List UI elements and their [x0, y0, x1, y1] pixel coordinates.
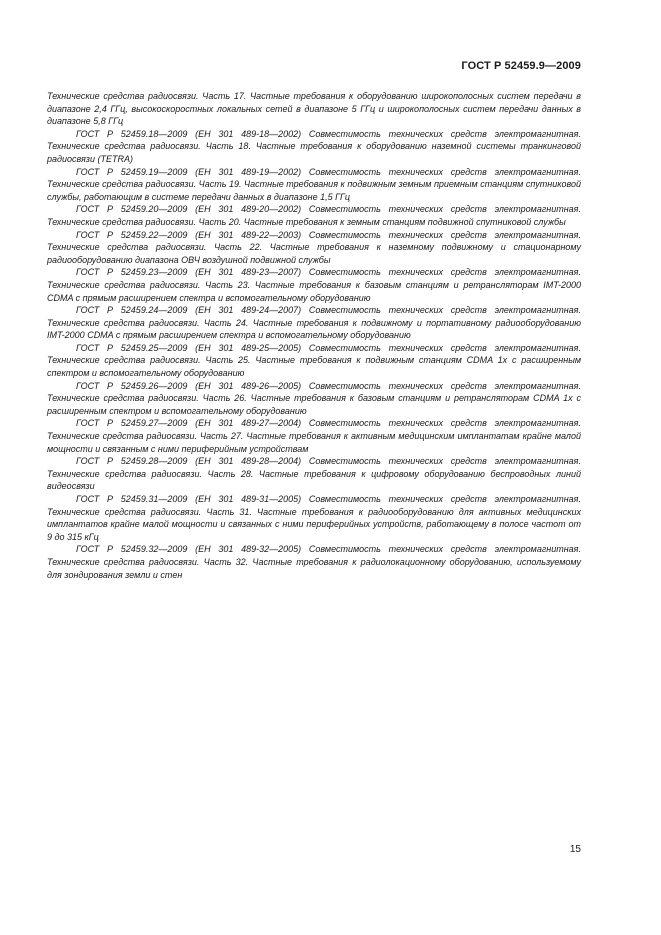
standard-entry: ГОСТ Р 52459.26—2009 (ЕН 301 489-26—2005) Совместимость технических средств электромагнитная. Технические средства радиосвязи. Часть 26. Частные требования к базовым станциям и ретрансляторам CDMA 1x с расширенным спектром и вспомогательному оборудованию: [47, 380, 581, 416]
standard-entry: ГОСТ Р 52459.18—2009 (ЕН 301 489-18—2002) Совместимость технических средств электромагнитная. Технические средства радиосвязи. Часть 18. Частные требования к оборудованию наземной системы транкинговой радиосвязи (TETRA): [47, 128, 581, 164]
standard-entry: ГОСТ Р 52459.23—2009 (ЕН 301 489-23—2007) Совместимость технических средств электромагнитная. Технические средства радиосвязи. Часть 23. Частные требования к базовым станциям и ретрансляторам IMT-2000 CDMA с прямым расширением спектра и вспомогательному оборудованию: [47, 267, 581, 303]
standard-entry: ГОСТ Р 52459.24—2009 (ЕН 301 489-24—2007) Совместимость технических средств электромагнитная. Технические средства радиосвязи. Часть 24. Частные требования к подвижному и портативному радиооборудованию IMT-2000 CDMA с прямым расширением спектра и вспомогательному оборудованию: [47, 305, 581, 341]
standards-list: [47, 90, 581, 581]
standard-entry: ГОСТ Р 52459.31—2009 (ЕН 301 489-31—2005) Совместимость технических средств электромагнитная. Технические средства радиосвязи. Часть 31. Частные требования к радиооборудованию для активных медицинских имплантатов крайне малой мощности и связанных с ними периферийных устройств, работающему в полосе частот от 9 до 315 кГц: [47, 494, 581, 542]
standard-entry: ГОСТ Р 52459.27—2009 (ЕН 301 489-27—2004) Совместимость технических средств электромагнитная. Технические средства радиосвязи. Часть 27. Частные требования к активным медицинским имплантатам крайне малой мощности и связанным с ними периферийным устройствам: [47, 418, 581, 454]
standard-entry: ГОСТ Р 52459.22—2009 (ЕН 301 489-22—2003) Совместимость технических средств электромагнитная. Технические средства радиосвязи. Часть 22. Частные требования к наземному подвижному и стационарному радиооборудованию диапазона ОВЧ воздушной подвижной службы: [47, 229, 581, 265]
paragraph-continuation: Технические средства радиосвязи. Часть 17. Частные требования к оборудованию широкополосных систем передачи в диапазоне 2,4 ГГц, высокоскоростных локальных сетей в диапазоне 5 ГГц и широкополосных систем передачи данных в диапазоне 5,8 ГГц: [47, 91, 581, 127]
standard-entry: ГОСТ Р 52459.28—2009 (ЕН 301 489-28—2004) Совместимость технических средств электромагнитная. Технические средства радиосвязи. Часть 28. Частные требования к цифровому оборудованию беспроводных линий видеосвязи: [47, 456, 581, 492]
standard-entry: ГОСТ Р 52459.32—2009 (ЕН 301 489-32—2005) Совместимость технических средств электромагнитная. Технические средства радиосвязи. Часть 32. Частные требования к радиолокационному оборудованию, используемому для зондирования земли и стен: [47, 544, 581, 580]
standard-entry: ГОСТ Р 52459.25—2009 (ЕН 301 489-25—2005) Совместимость технических средств электромагнитная. Технические средства радиосвязи. Часть 25. Частные требования к подвижным станциям CDMA 1x с расширенным спектром и вспомогательному оборудованию: [47, 342, 581, 379]
standard-entry: ГОСТ Р 52459.19—2009 (ЕН 301 489-19—2002) Совместимость технических средств электромагнитная. Технические средства радиосвязи. Часть 19. Частные требования к подвижным земным приемным станциям спутниковой службы, работающим в системе передачи данных в диапазоне 1,5 ГГц: [47, 166, 581, 202]
standard-entry: ГОСТ Р 52459.20—2009 (ЕН 301 489-20—2002) Совместимость технических средств электромагнитная. Технические средства радиосвязи. Часть 20. Частные требования к земным станциям подвижной спутниковой службы: [47, 204, 581, 227]
document-code-header: ГОСТ Р 52459.9—2009: [461, 60, 581, 72]
page-number: 15: [569, 844, 581, 855]
